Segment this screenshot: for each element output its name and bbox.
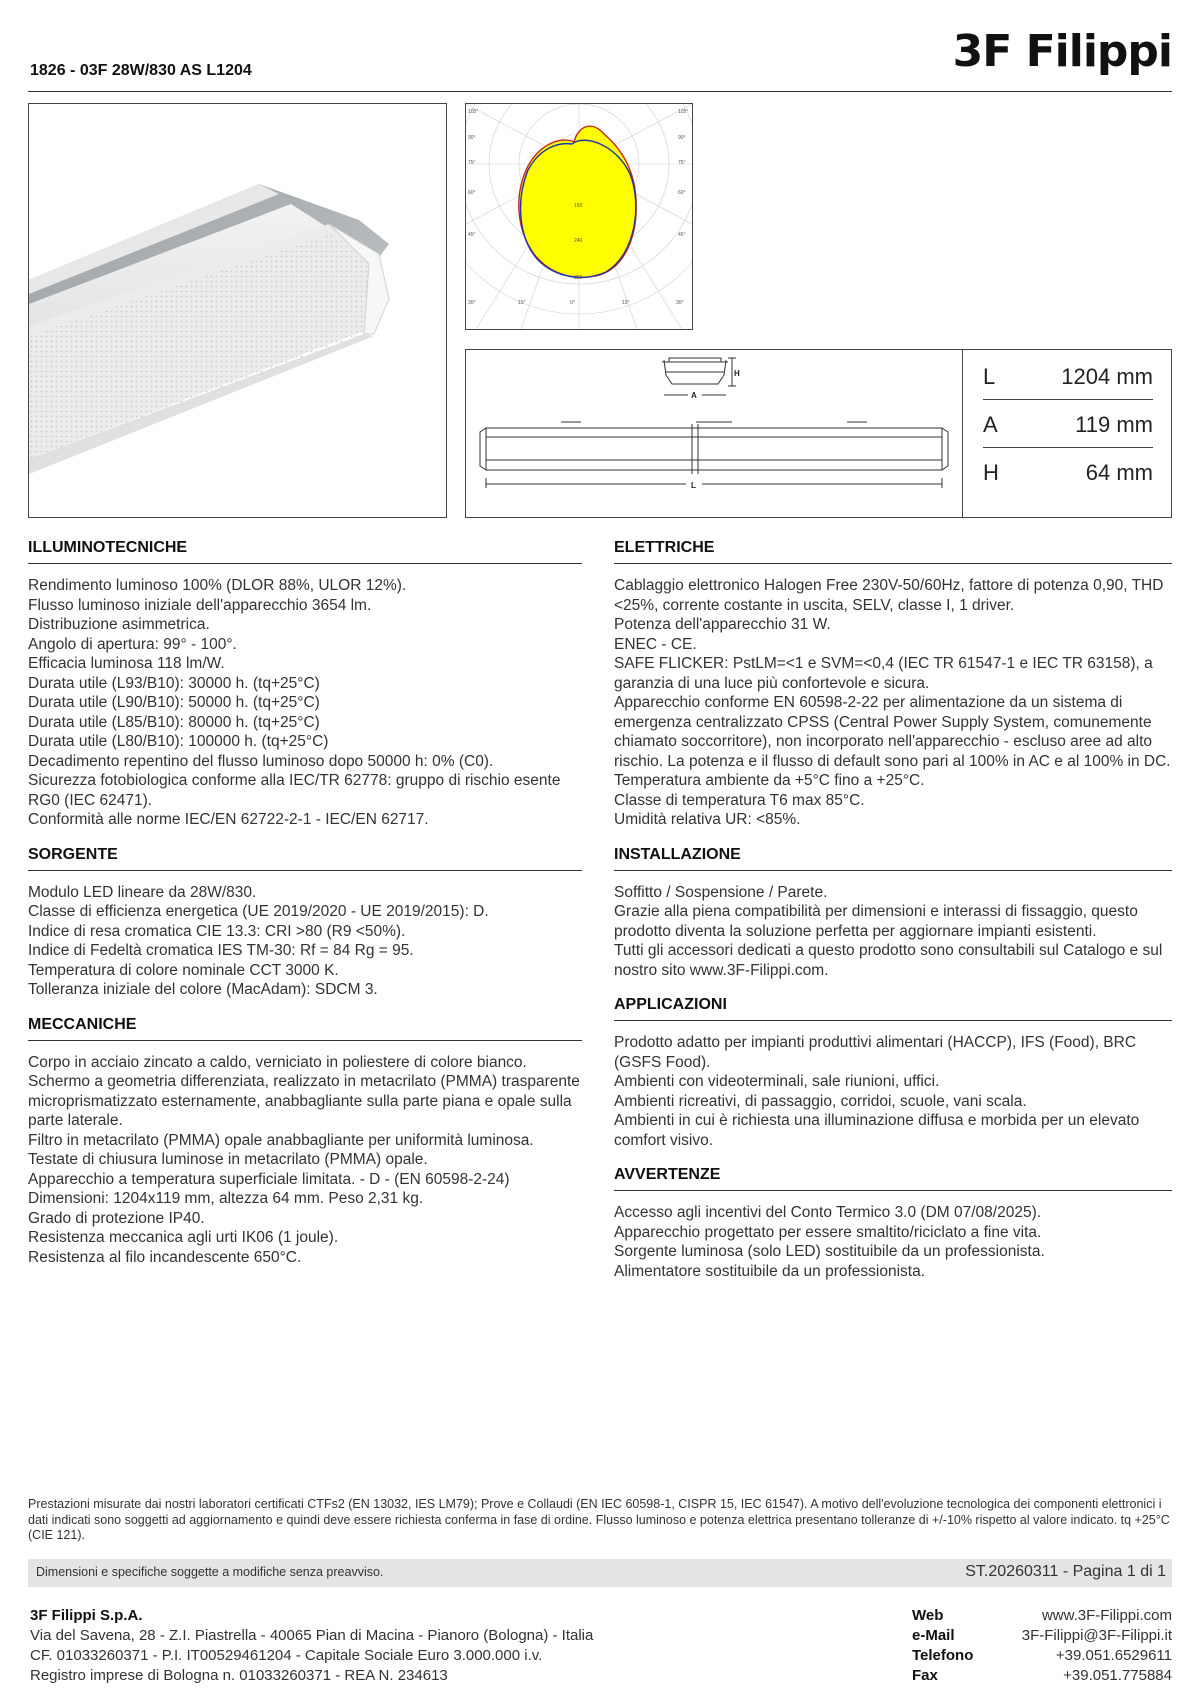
section-body — [28, 576, 582, 830]
spec-line: Cablaggio elettronico Halogen Free 230V-50/60Hz, fattore di potenza 0,90, THD <25%, corrente costante in uscita, SELV, classe I, 1 driver. — [614, 577, 1164, 614]
contact-fax-value: +39.051.775884 — [1063, 1667, 1172, 1684]
spec-line: Potenza dell'apparecchio 31 W. — [614, 616, 831, 633]
spec-line: Sorgente luminosa (solo LED) sostituibile da un professionista. — [614, 1243, 1045, 1260]
spec-line: Apparecchio conforme EN 60598-2-22 per alimentazione da un sistema di emergenza centralizzato CPSS (Central Power Supply System, comunemente chiamato soccorritore), non incorporato nell'apparecchio - escluso aree ad alto rischio. La potenza e il flusso di default sono pari al 100% in AC e al 100% in DC. — [614, 694, 1171, 770]
dimension-key: L — [983, 364, 996, 389]
spec-line: Alimentatore sostituibile da un professionista. — [614, 1262, 926, 1280]
dimension-row-l — [983, 352, 1153, 400]
spec-line: Durata utile (L85/B10): 80000 h. (tq+25°C) — [28, 713, 320, 731]
section-body — [614, 576, 1172, 830]
contact-web — [912, 1606, 1172, 1626]
technical-drawing — [466, 350, 962, 517]
contact-email — [912, 1626, 1172, 1646]
product-photo — [28, 103, 447, 518]
right-column — [614, 533, 1172, 1291]
spec-line: Schermo a geometria differenziata, realizzato in metacrilato (PMMA) trasparente microprismatizzato esternamente, anabbagliante sulla parte piana e opale sulla parte laterale. — [28, 1073, 580, 1129]
luminaire-image — [29, 104, 446, 517]
spec-line: Rendimento luminoso 100% (DLOR 88%, ULOR 12%). — [28, 577, 407, 594]
polar-angle-right: 90° — [678, 135, 686, 141]
polar-angle-bottom: 0° — [570, 300, 575, 306]
page-indicator: ST.20260311 - Pagina 1 di 1 — [965, 1563, 1166, 1580]
dimension-label-h: H — [734, 369, 740, 378]
section-title: ELETTRICHE — [614, 533, 1172, 564]
contact-label: e-Mail — [912, 1627, 955, 1644]
contact-web-link[interactable]: www.3F-Filippi.com — [1041, 1607, 1172, 1624]
dimension-value: 119 mm — [1075, 412, 1153, 437]
spec-line: Distribuzione asimmetrica. — [28, 616, 210, 633]
section-sorgente — [28, 840, 582, 1000]
dimension-value: 1204 mm — [1061, 364, 1153, 389]
polar-angle-right: 45° — [678, 232, 686, 238]
section-title: AVVERTENZE — [614, 1160, 1172, 1191]
company-address: Via del Savena, 28 - Z.I. Piastrella - 40065 Pian di Macina - Pianoro (Bologna) - Italia — [30, 1627, 594, 1644]
spec-line: Classe di efficienza energetica (UE 2019/2020 - UE 2019/2015): D. — [28, 903, 489, 920]
contact-phone-value: +39.051.6529611 — [1055, 1647, 1172, 1664]
spec-line: Grazie alla piena compatibilità per dimensioni e interassi di fissaggio, questo prodotto diventa la soluzione perfetta per aggiornare impianti esistenti. — [614, 903, 1138, 940]
section-title: INSTALLAZIONE — [614, 840, 1172, 871]
spec-line: Temperatura ambiente da +5°C fino a +25°C. — [614, 772, 925, 789]
spec-line: Apparecchio a temperatura superficiale limitata. - D - (EN 60598-2-24) — [28, 1170, 510, 1188]
spec-line: Corpo in acciaio zincato a caldo, verniciato in poliestere di colore bianco. — [28, 1053, 527, 1071]
section-title: SORGENTE — [28, 840, 582, 871]
section-title: MECCANICHE — [28, 1010, 582, 1041]
spec-line: Tutti gli accessori dedicati a questo prodotto sono consultabili sul Catalogo e sul nostro sito www.3F-Filippi.com. — [614, 942, 1163, 979]
contacts — [912, 1606, 1172, 1686]
polar-radial-label: 240 — [574, 238, 583, 244]
section-title: ILLUMINOTECNICHE — [28, 533, 582, 564]
company-registry: Registro imprese di Bologna n. 01033260371 - REA N. 234613 — [30, 1667, 448, 1684]
spec-line: Ambienti ricreativi, di passaggio, corridoi, scuole, vani scala. — [614, 1092, 1027, 1110]
spec-line: ENEC - CE. — [614, 635, 697, 653]
polar-angle-bottom: 15° — [622, 300, 630, 306]
spec-line: Indice di resa cromatica CIE 13.3: CRI >80 (R9 <50%). — [28, 922, 406, 940]
polar-angle-left: 105° — [468, 109, 479, 115]
contact-label: Web — [912, 1607, 944, 1624]
spec-line: Accesso agli incentivi del Conto Termico 3.0 (DM 07/08/2025). — [614, 1204, 1042, 1221]
section-applicazioni — [614, 990, 1172, 1150]
section-body — [614, 1033, 1172, 1150]
company-info — [30, 1606, 593, 1686]
section-installazione — [614, 840, 1172, 981]
dimension-row-h — [983, 448, 1153, 496]
section-body — [28, 883, 582, 1000]
spec-line: Tolleranza iniziale del colore (MacAdam): SDCM 3. — [28, 981, 378, 998]
section-illuminotecniche — [28, 533, 582, 830]
dimensions-table — [962, 350, 1171, 517]
spec-line: Grado di protezione IP40. — [28, 1209, 205, 1227]
polar-radial-label: 160 — [574, 203, 583, 209]
spec-line: Durata utile (L80/B10): 100000 h. (tq+25°C) — [28, 733, 329, 750]
polar-angle-bottom: 15° — [518, 300, 526, 306]
photometric-polar-diagram — [465, 103, 693, 330]
spec-line: Flusso luminoso iniziale dell'apparecchio 3654 lm. — [28, 596, 372, 614]
spec-line: Temperatura di colore nominale CCT 3000 K. — [28, 961, 339, 979]
dimension-key: H — [983, 460, 999, 485]
polar-angle-right: 105° — [678, 109, 689, 115]
spec-line: Filtro in metacrilato (PMMA) opale anabbagliante per uniformità luminosa. — [28, 1131, 534, 1149]
dimension-label-a: A — [691, 391, 697, 400]
contact-fax — [912, 1666, 1172, 1686]
spec-line: Indice di Fedeltà cromatica IES TM-30: Rf = 84 Rg = 95. — [28, 942, 414, 959]
company-fiscal: CF. 01033260371 - P.I. IT00529461204 - Capitale Sociale Euro 3.000.000 i.v. — [30, 1647, 543, 1664]
spec-line: Angolo di apertura: 99° - 100°. — [28, 635, 237, 653]
section-meccaniche — [28, 1010, 582, 1268]
dimensions-panel — [465, 349, 1172, 518]
product-code: 1826 - 03F 28W/830 AS L1204 — [30, 62, 252, 79]
spec-line: Durata utile (L90/B10): 50000 h. (tq+25°C) — [28, 694, 320, 711]
dimension-drawing — [466, 350, 962, 517]
notice-bar — [28, 1559, 1172, 1587]
spec-line: Umidità relativa UR: <85%. — [614, 811, 801, 828]
polar-angle-left: 90° — [468, 135, 476, 141]
polar-angle-left: 75° — [468, 160, 476, 166]
spec-line: Testate di chiusura luminose in metacrilato (PMMA) opale. — [28, 1151, 428, 1168]
spec-line: Classe di temperatura T6 max 85°C. — [614, 791, 865, 809]
spec-line: Soffitto / Sospensione / Parete. — [614, 883, 828, 901]
spec-line: Prodotto adatto per impianti produttivi alimentari (HACCP), IFS (Food), BRC (GSFS Food). — [614, 1034, 1137, 1071]
dimension-label-l: L — [691, 481, 696, 490]
spec-line: Modulo LED lineare da 28W/830. — [28, 883, 257, 901]
spec-line: SAFE FLICKER: PstLM=<1 e SVM=<0,4 (IEC TR 61547-1 e IEC TR 63158), a garanzia di una luce più confortevole e sicura. — [614, 655, 1153, 692]
section-elettriche — [614, 533, 1172, 830]
polar-chart — [466, 104, 692, 329]
brand-logo: 3F Filippi — [952, 26, 1172, 77]
spec-line: Resistenza meccanica agli urti IK06 (1 joule). — [28, 1229, 339, 1246]
polar-radial-label: 320 — [574, 275, 583, 281]
section-body — [28, 1053, 582, 1268]
spec-line: Durata utile (L93/B10): 30000 h. (tq+25°C) — [28, 674, 320, 692]
contact-phone — [912, 1646, 1172, 1666]
contact-label: Telefono — [912, 1647, 974, 1664]
section-body — [614, 883, 1172, 981]
polar-angle-bottom: 30° — [468, 300, 476, 306]
spec-line: Sicurezza fotobiologica conforme alla IEC/TR 62778: gruppo di rischio esente RG0 (IEC 62471). — [28, 772, 561, 809]
footnote: Prestazioni misurate dai nostri laboratori certificati CTFs2 (EN 13032, IES LM79); Prove e Collaudi (EN IEC 60598-1, CISPR 15, IEC 61547). A motivo dell'evoluzione tecnologica dei componenti elettronici i dati indicati sono soggetti ad aggiornamento e quindi deve essere richiesta conferma in fase di ordine. Flusso luminoso e potenza elettrica presentano tolleranze di +/-10% rispetto al valore indicato. tq +25°C (CIE 121). — [28, 1497, 1170, 1542]
spec-line: Efficacia luminosa 118 lm/W. — [28, 655, 225, 672]
spec-line: Decadimento repentino del flusso luminoso dopo 50000 h: 0% (C0). — [28, 752, 494, 770]
company-name: 3F Filippi S.p.A. — [30, 1607, 143, 1624]
spec-line: Resistenza al filo incandescente 650°C. — [28, 1248, 302, 1266]
contact-label: Fax — [912, 1667, 938, 1684]
header-divider — [28, 91, 1172, 92]
polar-angle-left: 60° — [468, 190, 476, 196]
section-title: APPLICAZIONI — [614, 990, 1172, 1021]
spec-line: Ambienti con videoterminali, sale riunioni, uffici. — [614, 1073, 940, 1090]
section-body — [614, 1203, 1172, 1281]
spec-line: Dimensioni: 1204x119 mm, altezza 64 mm. Peso 2,31 kg. — [28, 1190, 424, 1207]
contact-email-link[interactable]: 3F-Filippi@3F-Filippi.it — [1021, 1627, 1172, 1644]
dimension-value: 64 mm — [1085, 460, 1153, 485]
spec-line: Apparecchio progettato per essere smaltito/riciclato a fine vita. — [614, 1223, 1042, 1241]
dimension-row-a — [983, 400, 1153, 448]
polar-angle-right: 75° — [678, 160, 686, 166]
spec-line: Ambienti in cui è richiesta una illuminazione diffusa e morbida per un elevato comfort visivo. — [614, 1112, 1140, 1149]
left-column — [28, 533, 582, 1277]
polar-angle-left: 45° — [468, 232, 476, 238]
dimension-key: A — [983, 412, 998, 437]
polar-angle-bottom: 30° — [676, 300, 684, 306]
notice-text: Dimensioni e specifiche soggette a modifiche senza preavviso. — [36, 1565, 384, 1579]
spec-line: Conformità alle norme IEC/EN 62722-2-1 - IEC/EN 62717. — [28, 811, 429, 828]
section-avvertenze — [614, 1160, 1172, 1281]
polar-angle-right: 60° — [678, 190, 686, 196]
